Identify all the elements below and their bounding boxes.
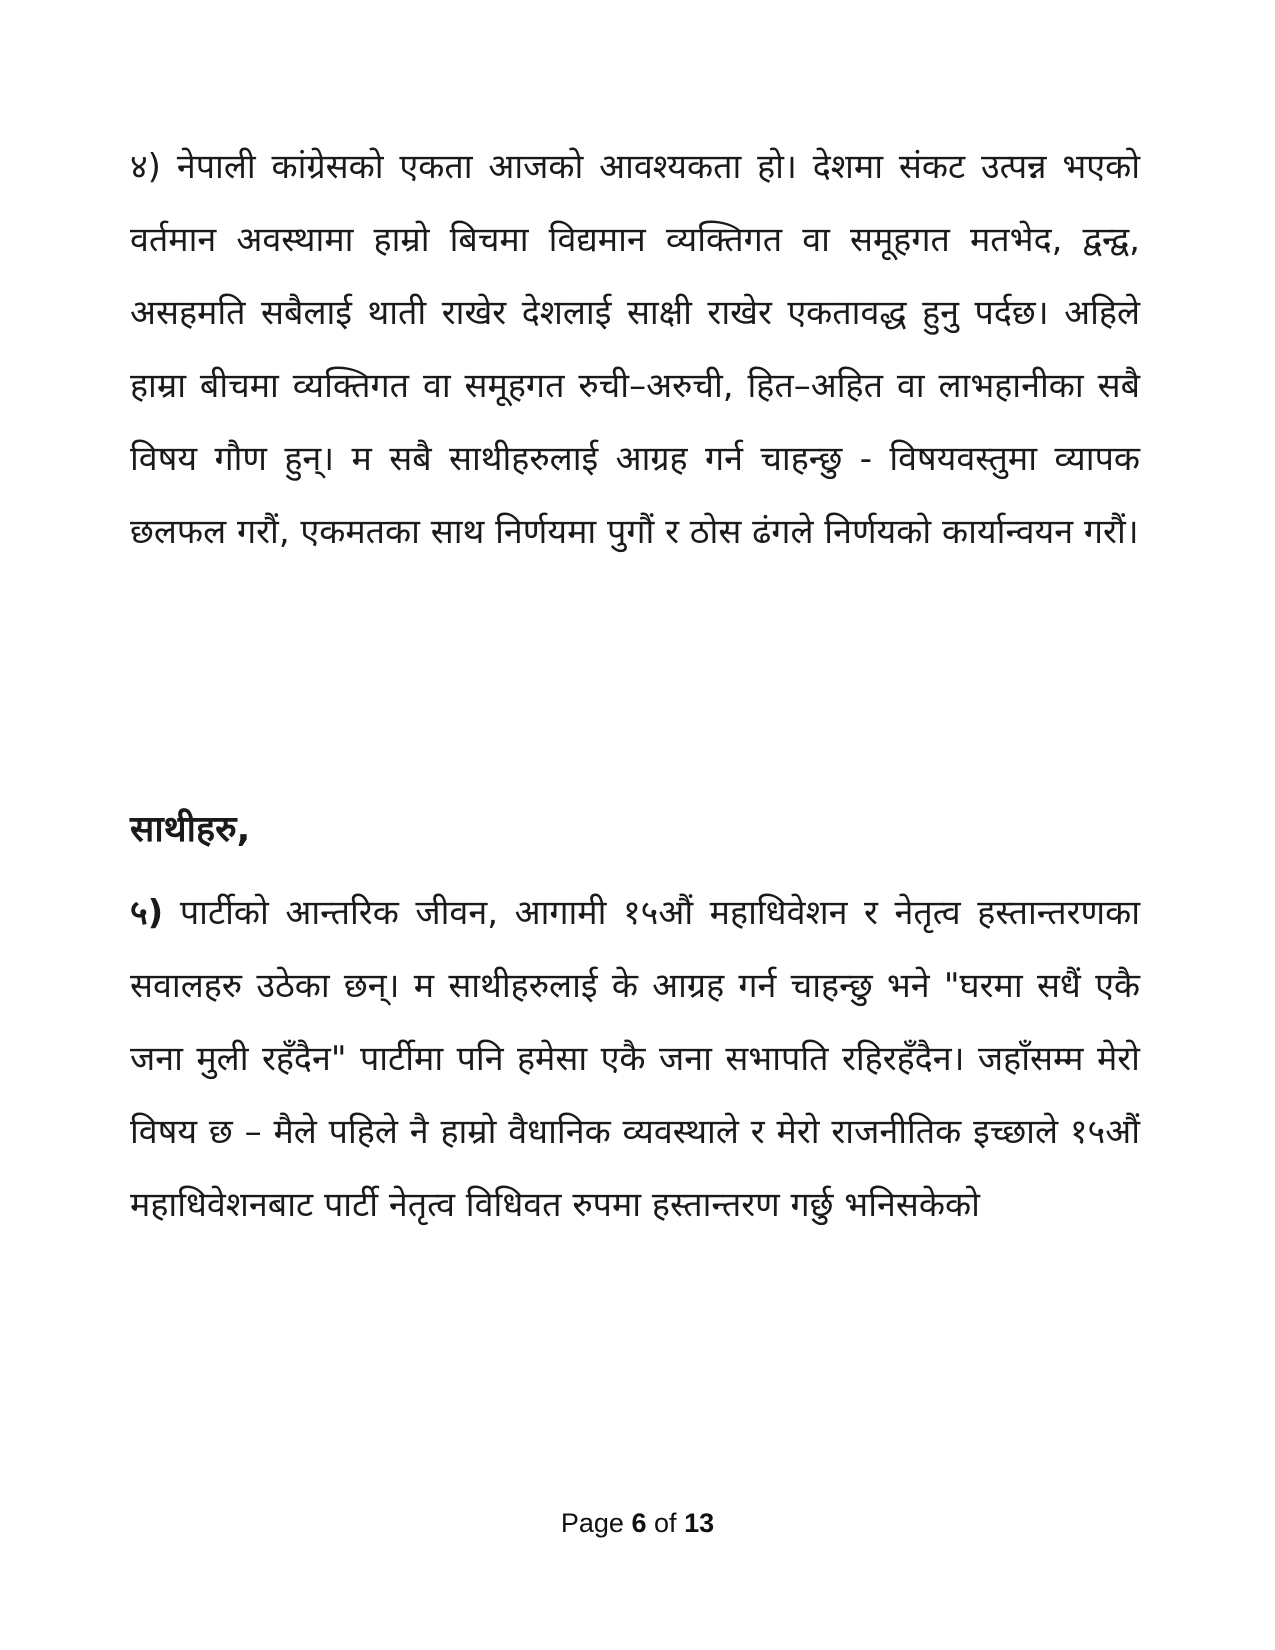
paragraph-4-text: नेपाली कांग्रेसको एकता आजको आवश्यकता हो। देशमा संकट उत्पन्न भएको वर्तमान अवस्थामा हाम्रो बिचमा विद्यमान व्यक्तिगत वा समूहगत मतभेद, द्वन्द्व, असहमति सबैलाई थाती राखेर देशलाई साक्षी राखेर एकतावद्ध हुनु पर्दछ। अहिले हाम्रा बीचमा व्यक्तिगत वा समूहगत रुची–अरुची, हित–अहित वा लाभहानीका सबै विषय गौण हुन्। म सबै साथीहरुलाई आग्रह गर्न चाहन्छु - विषयवस्तुमा व्यापक छलफल गरौं, एकमतका साथ निर्णयमा पुगौं र ठोस ढंगले निर्णयको कार्यान्वयन गरौं। — [130, 147, 1140, 552]
page-footer — [0, 1503, 1275, 1543]
footer-prefix: Page — [560, 1508, 624, 1538]
footer-current-page: 6 — [631, 1508, 647, 1538]
footer-separator: of — [654, 1508, 677, 1538]
paragraph-5-text: पार्टीको आन्तरिक जीवन, आगामी १५औं महाधिवेशन र नेतृत्व हस्तान्तरणका सवालहरु उठेका छन्। म साथीहरुलाई के आग्रह गर्न चाहन्छु भने "घरमा सधैं एकै जना मुली रहँदैन" पार्टीमा पनि हमेसा एकै जना सभापति रहिरहँदैन। जहाँसम्म मेरो विषय छ – मैले पहिले नै हाम्रो वैधानिक व्यवस्थाले र मेरो राजनीतिक इच्छाले १५औं महाधिवेशनबाट पार्टी नेतृत्व विधिवत रुपमा हस्तान्तरण गर्छु भनिसकेको — [130, 893, 1141, 1225]
heading-text: साथीहरु — [130, 809, 237, 850]
paragraph-4 — [130, 131, 1140, 569]
paragraph-4-number: ४) — [130, 147, 161, 187]
paragraph-5-number: ५) — [130, 893, 164, 933]
footer-total-pages: 13 — [684, 1508, 715, 1538]
paragraph-5 — [130, 877, 1140, 1242]
heading-punct: , — [236, 809, 251, 850]
section-heading — [130, 800, 250, 860]
